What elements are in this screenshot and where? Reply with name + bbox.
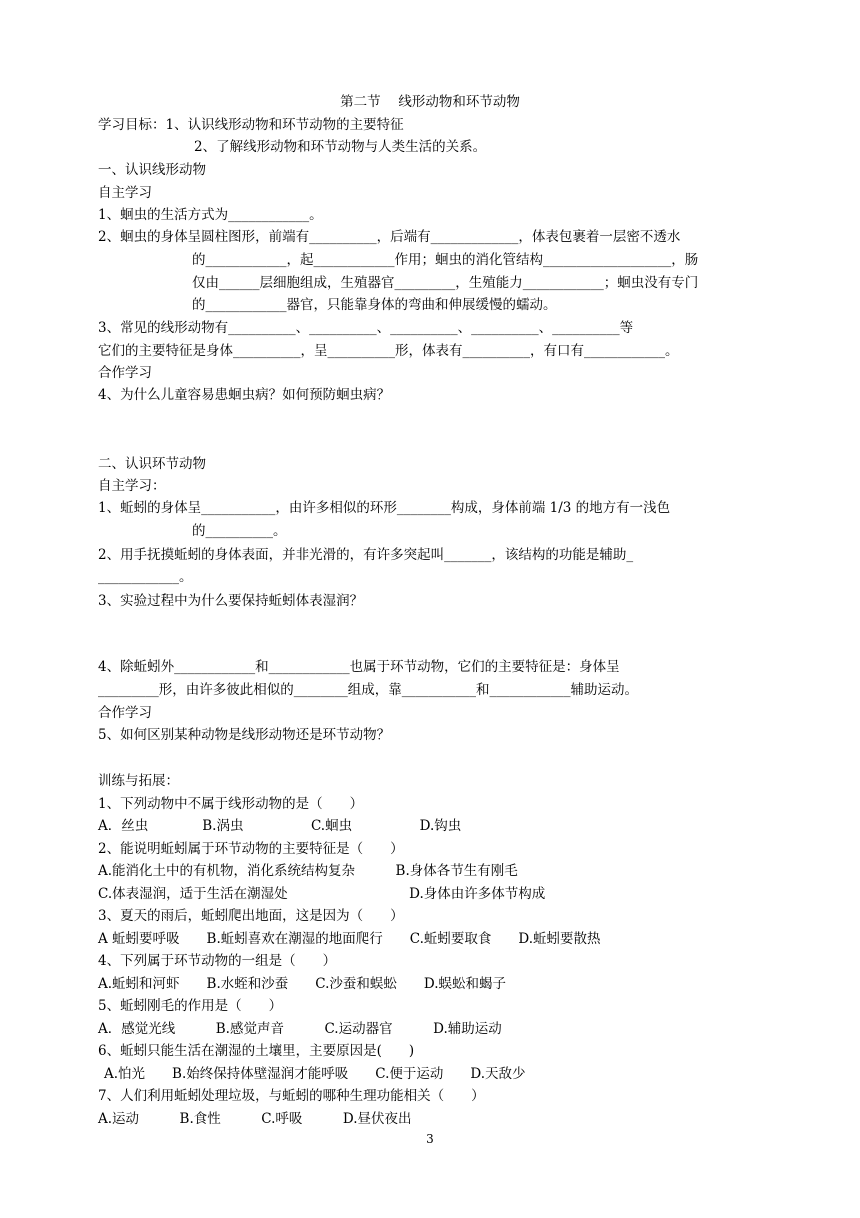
question-line: 它们的主要特征是身体__________，呈__________形，体表有__________，有口有____________。	[98, 343, 679, 359]
mc-question: 3、夏天的雨后，蚯蚓爬出地面，这是因为（ ）	[98, 908, 404, 924]
mc-question: 1、下列动物中不属于线形动物的是（ ）	[98, 796, 364, 812]
self-study-label: 自主学习：	[98, 478, 166, 494]
mc-options: A．感觉光线 B.感觉声音 C.运动器官 D.辅助运动	[98, 1021, 502, 1037]
question-line: 3、常见的线形动物有__________、__________、__________、__________、__________等	[98, 320, 634, 336]
question-line: 2、用手抚摸蚯蚓的身体表面，并非光滑的，有许多突起叫_______，该结构的功能是辅助_	[98, 547, 634, 563]
question-line: 1、蚯蚓的身体呈___________，由许多相似的环形________构成，身体前端 1/3 的地方有一浅色	[98, 500, 671, 516]
mc-question: 5、蚯蚓刚毛的作用是（ ）	[98, 998, 283, 1014]
section-title: 第二节 线形动物和环节动物	[340, 94, 520, 110]
mc-options: A.运动 B.食性 C.呼吸 D.昼伏夜出	[98, 1111, 412, 1127]
mc-question: 7、人们利用蚯蚓处理垃圾，与蚯蚓的哪种生理功能相关（ ）	[98, 1088, 485, 1104]
objective-line-1: 学习目标：1、认识线形动物和环节动物的主要特征	[98, 117, 404, 133]
heading-part-1: 一、认识线形动物	[98, 162, 206, 178]
coop-study-label: 合作学习	[98, 365, 152, 381]
page-number: 3	[426, 1132, 434, 1146]
mc-options: C.体表湿润，适于生活在潮湿处 D.身体由许多体节构成	[98, 886, 546, 902]
question-line: 的____________器官，只能靠身体的弯曲和伸展缓慢的蠕动。	[192, 297, 557, 313]
mc-question: 4、下列属于环节动物的一组是（ ）	[98, 953, 337, 969]
objective-line-2: 2、了解线形动物和环节动物与人类生活的关系。	[194, 139, 487, 155]
question-line: 的____________，起____________作用；蛔虫的消化管结构___________________，肠	[192, 252, 699, 268]
question-line: 3、实验过程中为什么要保持蚯蚓体表湿润？	[98, 593, 364, 609]
mc-question: 6、蚯蚓只能生活在潮湿的土壤里，主要原因是( )	[98, 1043, 415, 1059]
mc-options: A.怕光 B.始终保持体壁湿润才能呼吸 C.便于运动 D.天敌少	[104, 1066, 526, 1082]
mc-options: A.蚯蚓和河虾 B.水蛭和沙蚕 C.沙蚕和蜈蚣 D.蜈蚣和蝎子	[98, 976, 507, 992]
question-line: 2、蛔虫的身体呈圆柱图形，前端有__________，后端有_____________，体表包裹着一层密不透水	[98, 229, 681, 245]
mc-options: A.能消化土中的有机物，消化系统结构复杂 B.身体各节生有刚毛	[98, 863, 518, 879]
question-line: 的__________。	[192, 523, 287, 539]
question-line: 1、蛔虫的生活方式为____________。	[98, 207, 323, 223]
practice-heading: 训练与拓展：	[98, 773, 179, 789]
coop-study-label: 合作学习	[98, 705, 152, 721]
question-line: 4、为什么儿童容易患蛔虫病？如何预防蛔虫病？	[98, 387, 391, 403]
question-line: 4、除蚯蚓外____________和____________也属于环节动物，它们的主要特征是：身体呈	[98, 659, 620, 675]
question-line: 5、如何区别某种动物是线形动物还是环节动物？	[98, 727, 391, 743]
mc-options: A．丝虫 B.涡虫 C.蛔虫 D.钩虫	[98, 818, 462, 834]
question-line: _________形，由许多彼此相似的________组成，靠___________和____________辅助运动。	[98, 682, 638, 698]
mc-question: 2、能说明蚯蚓属于环节动物的主要特征是（ ）	[98, 841, 404, 857]
question-line: 仅由______层细胞组成，生殖器官_________，生殖能力____________；蛔虫没有专门	[192, 275, 699, 291]
mc-options: A 蚯蚓要呼吸 B.蚯蚓喜欢在潮湿的地面爬行 C.蚯蚓要取食 D.蚯蚓要散热	[98, 931, 601, 947]
heading-part-2: 二、认识环节动物	[98, 456, 206, 472]
self-study-label: 自主学习	[98, 185, 152, 201]
question-line: ____________。	[98, 569, 193, 585]
